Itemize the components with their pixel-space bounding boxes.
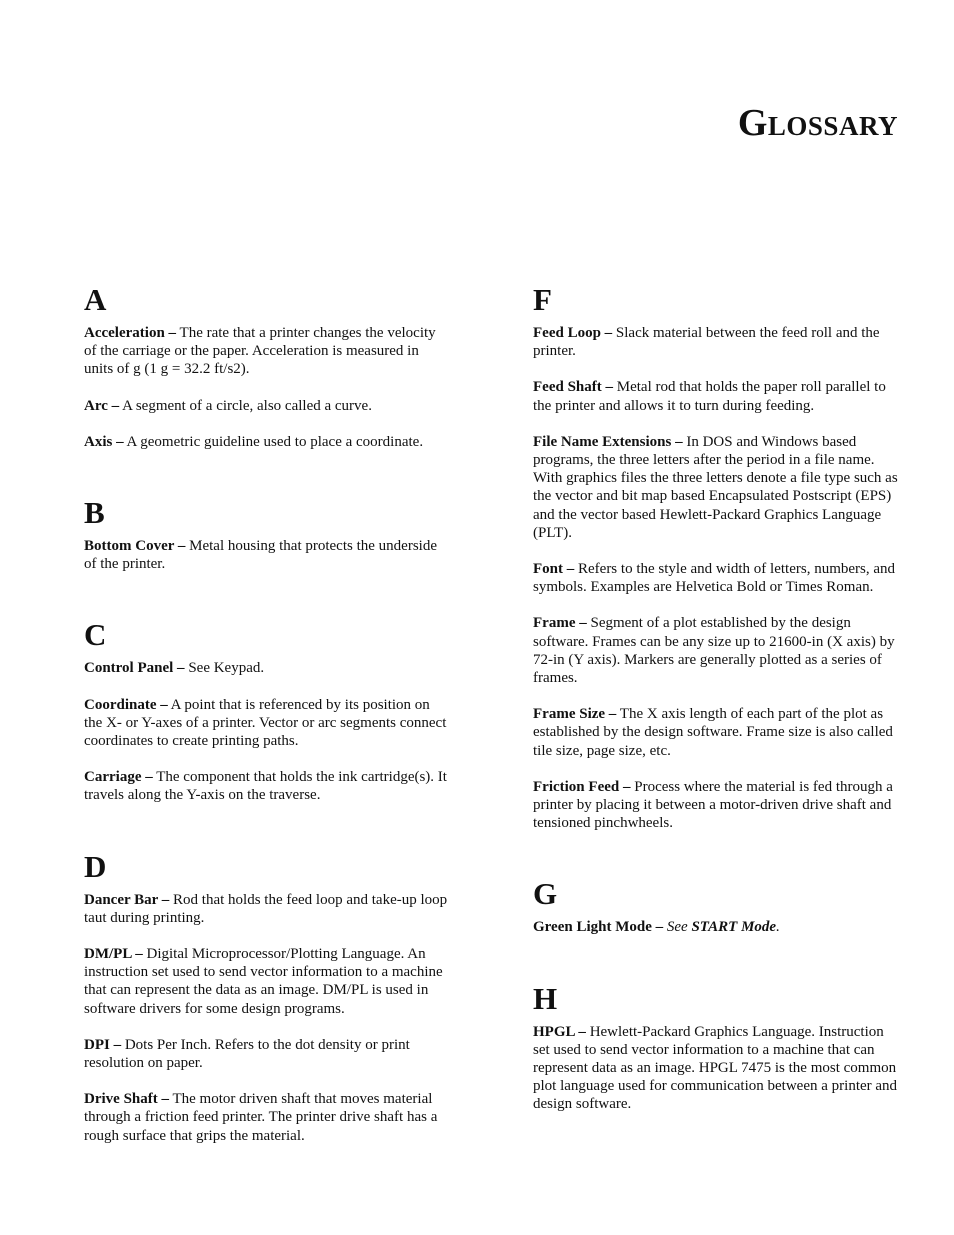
glossary-section-f — [533, 282, 899, 832]
entry-term: File Name Extensions – — [533, 433, 683, 450]
entry-definition: In DOS and Windows based programs, the three letters after the period in a file name. With graphics files the three letters denote a file type such as the vector and bit map based Encapsulated Postscript (EPS) and the vector based Hewlett-Packard Graphics Language (PLT). — [533, 433, 898, 541]
glossary-entry — [84, 537, 450, 573]
entry-term: HPGL – — [533, 1023, 586, 1040]
entry-term: Frame Size – — [533, 706, 617, 723]
glossary-entry — [84, 397, 450, 415]
glossary-section-g — [533, 876, 899, 936]
entry-definition: Refers to the style and width of letters, numbers, and symbols. Examples are Helvetica Bold or Times Roman. — [533, 561, 896, 596]
section-letter: A — [84, 282, 107, 317]
glossary-entry — [533, 1023, 899, 1114]
entry-term: Axis – — [84, 433, 124, 450]
glossary-entry — [533, 614, 899, 687]
entry-definition: A segment of a circle, also called a curve. — [119, 397, 372, 414]
glossary-entry — [84, 768, 450, 804]
entry-term: Frame – — [533, 615, 587, 632]
glossary-section-a — [84, 282, 450, 451]
entry-term: Drive Shaft – — [84, 1091, 169, 1108]
glossary-entry — [84, 1036, 450, 1072]
see-suffix: . — [776, 919, 780, 936]
glossary-section-d — [84, 849, 450, 1145]
glossary-entry — [533, 378, 899, 414]
entry-definition: The rate that a printer changes the velocity of the carriage or the paper. Acceleration is measured in units of g (1 g = 32.2 ft/s2). — [84, 325, 436, 378]
entry-definition: The X axis length of each part of the plot as established by the design software. Frame size is also called tile size, page size, etc. — [533, 706, 893, 759]
entry-definition: The component that holds the ink cartridge(s). It travels along the Y-axis on the traverse. — [84, 769, 447, 804]
glossary-section-b — [84, 495, 450, 573]
glossary-entry — [84, 433, 450, 451]
glossary-entry — [84, 696, 450, 751]
entry-definition: A geometric guideline used to place a coordinate. — [123, 433, 424, 450]
section-letter: F — [533, 282, 552, 317]
entry-term: Friction Feed – — [533, 778, 631, 795]
entry-term: Bottom Cover – — [84, 538, 186, 555]
page-title: Glossary — [737, 102, 898, 144]
glossary-entry — [84, 659, 450, 677]
glossary-entry — [84, 891, 450, 927]
entry-definition: See Keypad. — [184, 660, 265, 677]
entry-term: DPI – — [84, 1036, 122, 1053]
entry-term: Feed Shaft – — [533, 379, 613, 396]
glossary-entry — [533, 918, 899, 936]
glossary-column-right — [533, 282, 899, 1114]
entry-term: Arc – — [84, 397, 120, 414]
entry-definition — [667, 919, 780, 935]
entry-term: Feed Loop – — [533, 325, 613, 341]
entry-term: Carriage – — [84, 769, 153, 786]
glossary-entry — [84, 324, 450, 379]
glossary-entry — [533, 778, 899, 833]
entry-definition: Process where the material is fed through a printer by placing it between a motor-driven drive shaft and tensioned pinchwheels. — [533, 778, 893, 832]
entry-term: Green Light Mode – — [533, 919, 664, 936]
glossary-entry — [84, 945, 450, 1018]
glossary-entry — [84, 1090, 450, 1145]
section-letter: H — [533, 980, 558, 1016]
glossary-entry — [533, 705, 899, 760]
entry-definition: Segment of a plot established by the design software. Frames can be any size up to 21600-in (X axis) by 72-in (Y axis). Markers are generally plotted as a series of frames. — [533, 615, 895, 687]
glossary-entry — [533, 433, 899, 542]
entry-term: Acceleration – — [84, 325, 177, 341]
entry-definition: Metal rod that holds the paper roll parallel to the printer and allows it to turn during feeding. — [533, 379, 886, 414]
section-letter: G — [533, 876, 558, 912]
entry-definition: Metal housing that protects the underside of the printer. — [84, 538, 437, 573]
section-letter: C — [84, 617, 107, 653]
entry-term: Coordinate – — [84, 696, 168, 713]
entry-definition: The motor driven shaft that moves material through a friction feed printer. The printer drive shaft has a rough surface that grips the material. — [84, 1091, 438, 1144]
glossary-section-c — [84, 617, 450, 804]
entry-term: DM/PL – — [84, 946, 143, 963]
glossary-section-h — [533, 981, 899, 1114]
entry-term: Control Panel – — [84, 660, 185, 677]
entry-definition: A point that is referenced by its position on the X- or Y-axes of a printer. Vector or arc segments connect coordinates to create printing paths. — [84, 696, 447, 750]
entry-term: Dancer Bar – — [84, 891, 170, 908]
entry-term: Font – — [533, 561, 575, 578]
entry-definition: Slack material between the feed roll and the printer. — [533, 325, 880, 360]
entry-definition: Hewlett-Packard Graphics Language. Instruction set used to send vector information to a machine that can represent data as an image. HPGL 7475 is the most common plot language used for communication between a printer and design software. — [533, 1023, 898, 1113]
see-prefix: See — [666, 919, 692, 936]
entry-definition: Digital Microprocessor/Plotting Language. An instruction set used to send vector information to a machine that can represent the data as an image. DM/PL is used in software drivers for some design programs. — [84, 946, 443, 1017]
entry-definition: Dots Per Inch. Refers to the dot density or print resolution on paper. — [84, 1036, 410, 1072]
see-reference-link: START Mode — [691, 919, 777, 936]
glossary-entry — [533, 560, 899, 596]
glossary-entry — [533, 324, 899, 360]
entry-definition: Rod that holds the feed loop and take-up loop taut during printing. — [84, 891, 448, 926]
section-letter: D — [84, 848, 107, 884]
section-letter: B — [84, 495, 105, 531]
glossary-column-left — [84, 282, 450, 1145]
